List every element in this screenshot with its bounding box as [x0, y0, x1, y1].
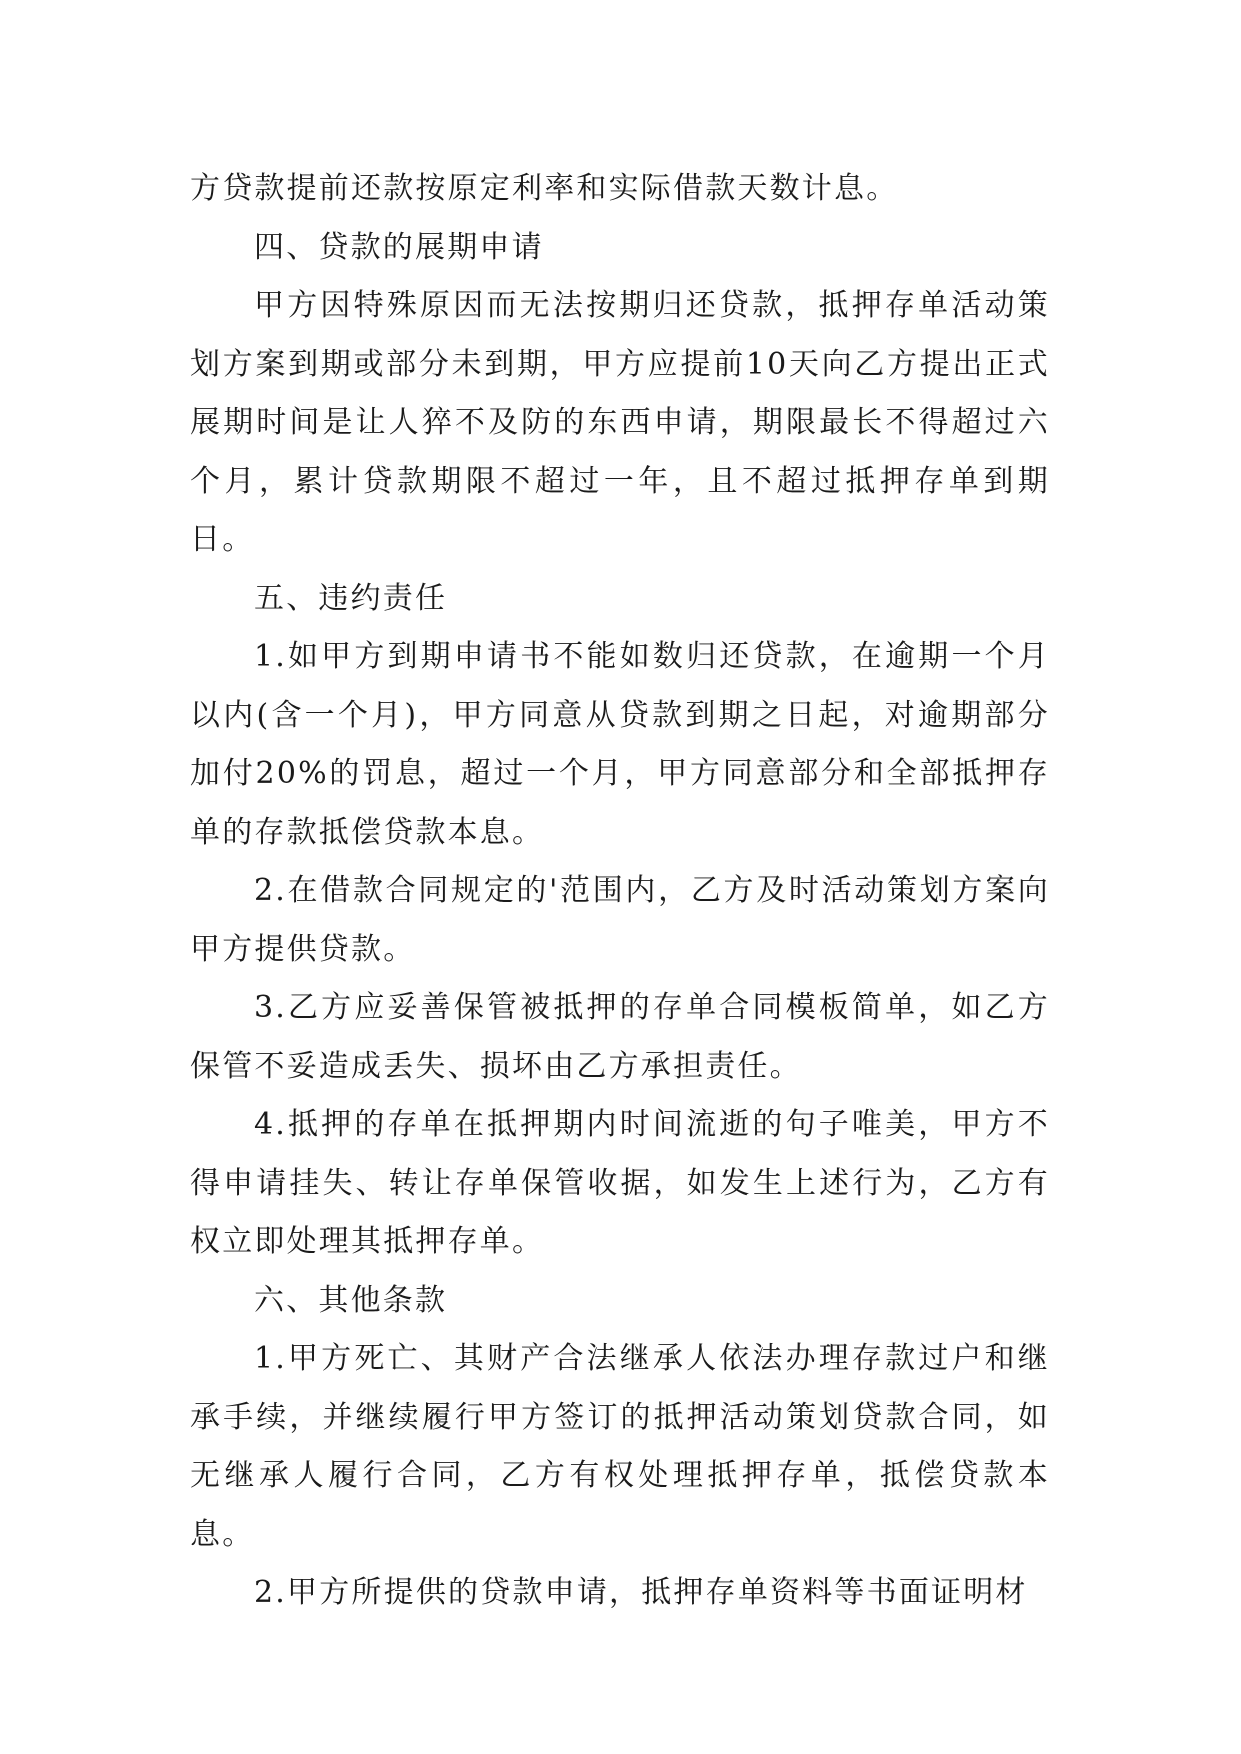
heading-loan-extension: 四、贷款的展期申请 — [254, 229, 544, 265]
paragraph-breach-item-2: 2.在借款合同规定的'范围内，乙方及时活动策划方案向甲方提供贷款。 — [190, 873, 1050, 967]
paragraph-other-item-1: 1.甲方死亡、其财产合法继承人依法办理存款过户和继承手续，并继续履行甲方签订的抵押活动策划贷款合同，如无继承人履行合同，乙方有权处理抵押存单，抵偿贷款本息。 — [190, 1341, 1050, 1552]
document-body — [190, 160, 1050, 1623]
paragraph-loan-extension: 甲方因特殊原因而无法按期归还贷款，抵押存单活动策划方案到期或部分未到期，甲方应提前10天向乙方提出正式展期时间是让人猝不及防的东西申请，期限最长不得超过六个月，累计贷款期限不超过一年，且不超过抵押存单到期日。 — [190, 288, 1050, 557]
paragraph-breach-item-4: 4.抵押的存单在抵押期内时间流逝的句子唯美，甲方不得申请挂失、转让存单保管收据，如发生上述行为，乙方有权立即处理其抵押存单。 — [190, 1107, 1050, 1259]
heading-breach-liability: 五、违约责任 — [254, 580, 448, 616]
paragraph-breach-item-1: 1.如甲方到期申请书不能如数归还贷款，在逾期一个月以内(含一个月)，甲方同意从贷款到期之日起，对逾期部分加付20%的罚息，超过一个月，甲方同意部分和全部抵押存单的存款抵偿贷款本息。 — [190, 639, 1050, 850]
paragraph-breach-item-3: 3.乙方应妥善保管被抵押的存单合同模板简单，如乙方保管不妥造成丢失、损坏由乙方承担责任。 — [190, 990, 1050, 1084]
heading-other-terms: 六、其他条款 — [254, 1282, 448, 1318]
paragraph-interest-calculation: 方贷款提前还款按原定利率和实际借款天数计息。 — [190, 171, 899, 206]
paragraph-other-item-2: 2.甲方所提供的贷款申请，抵押存单资料等书面证明材 — [254, 1575, 1028, 1610]
